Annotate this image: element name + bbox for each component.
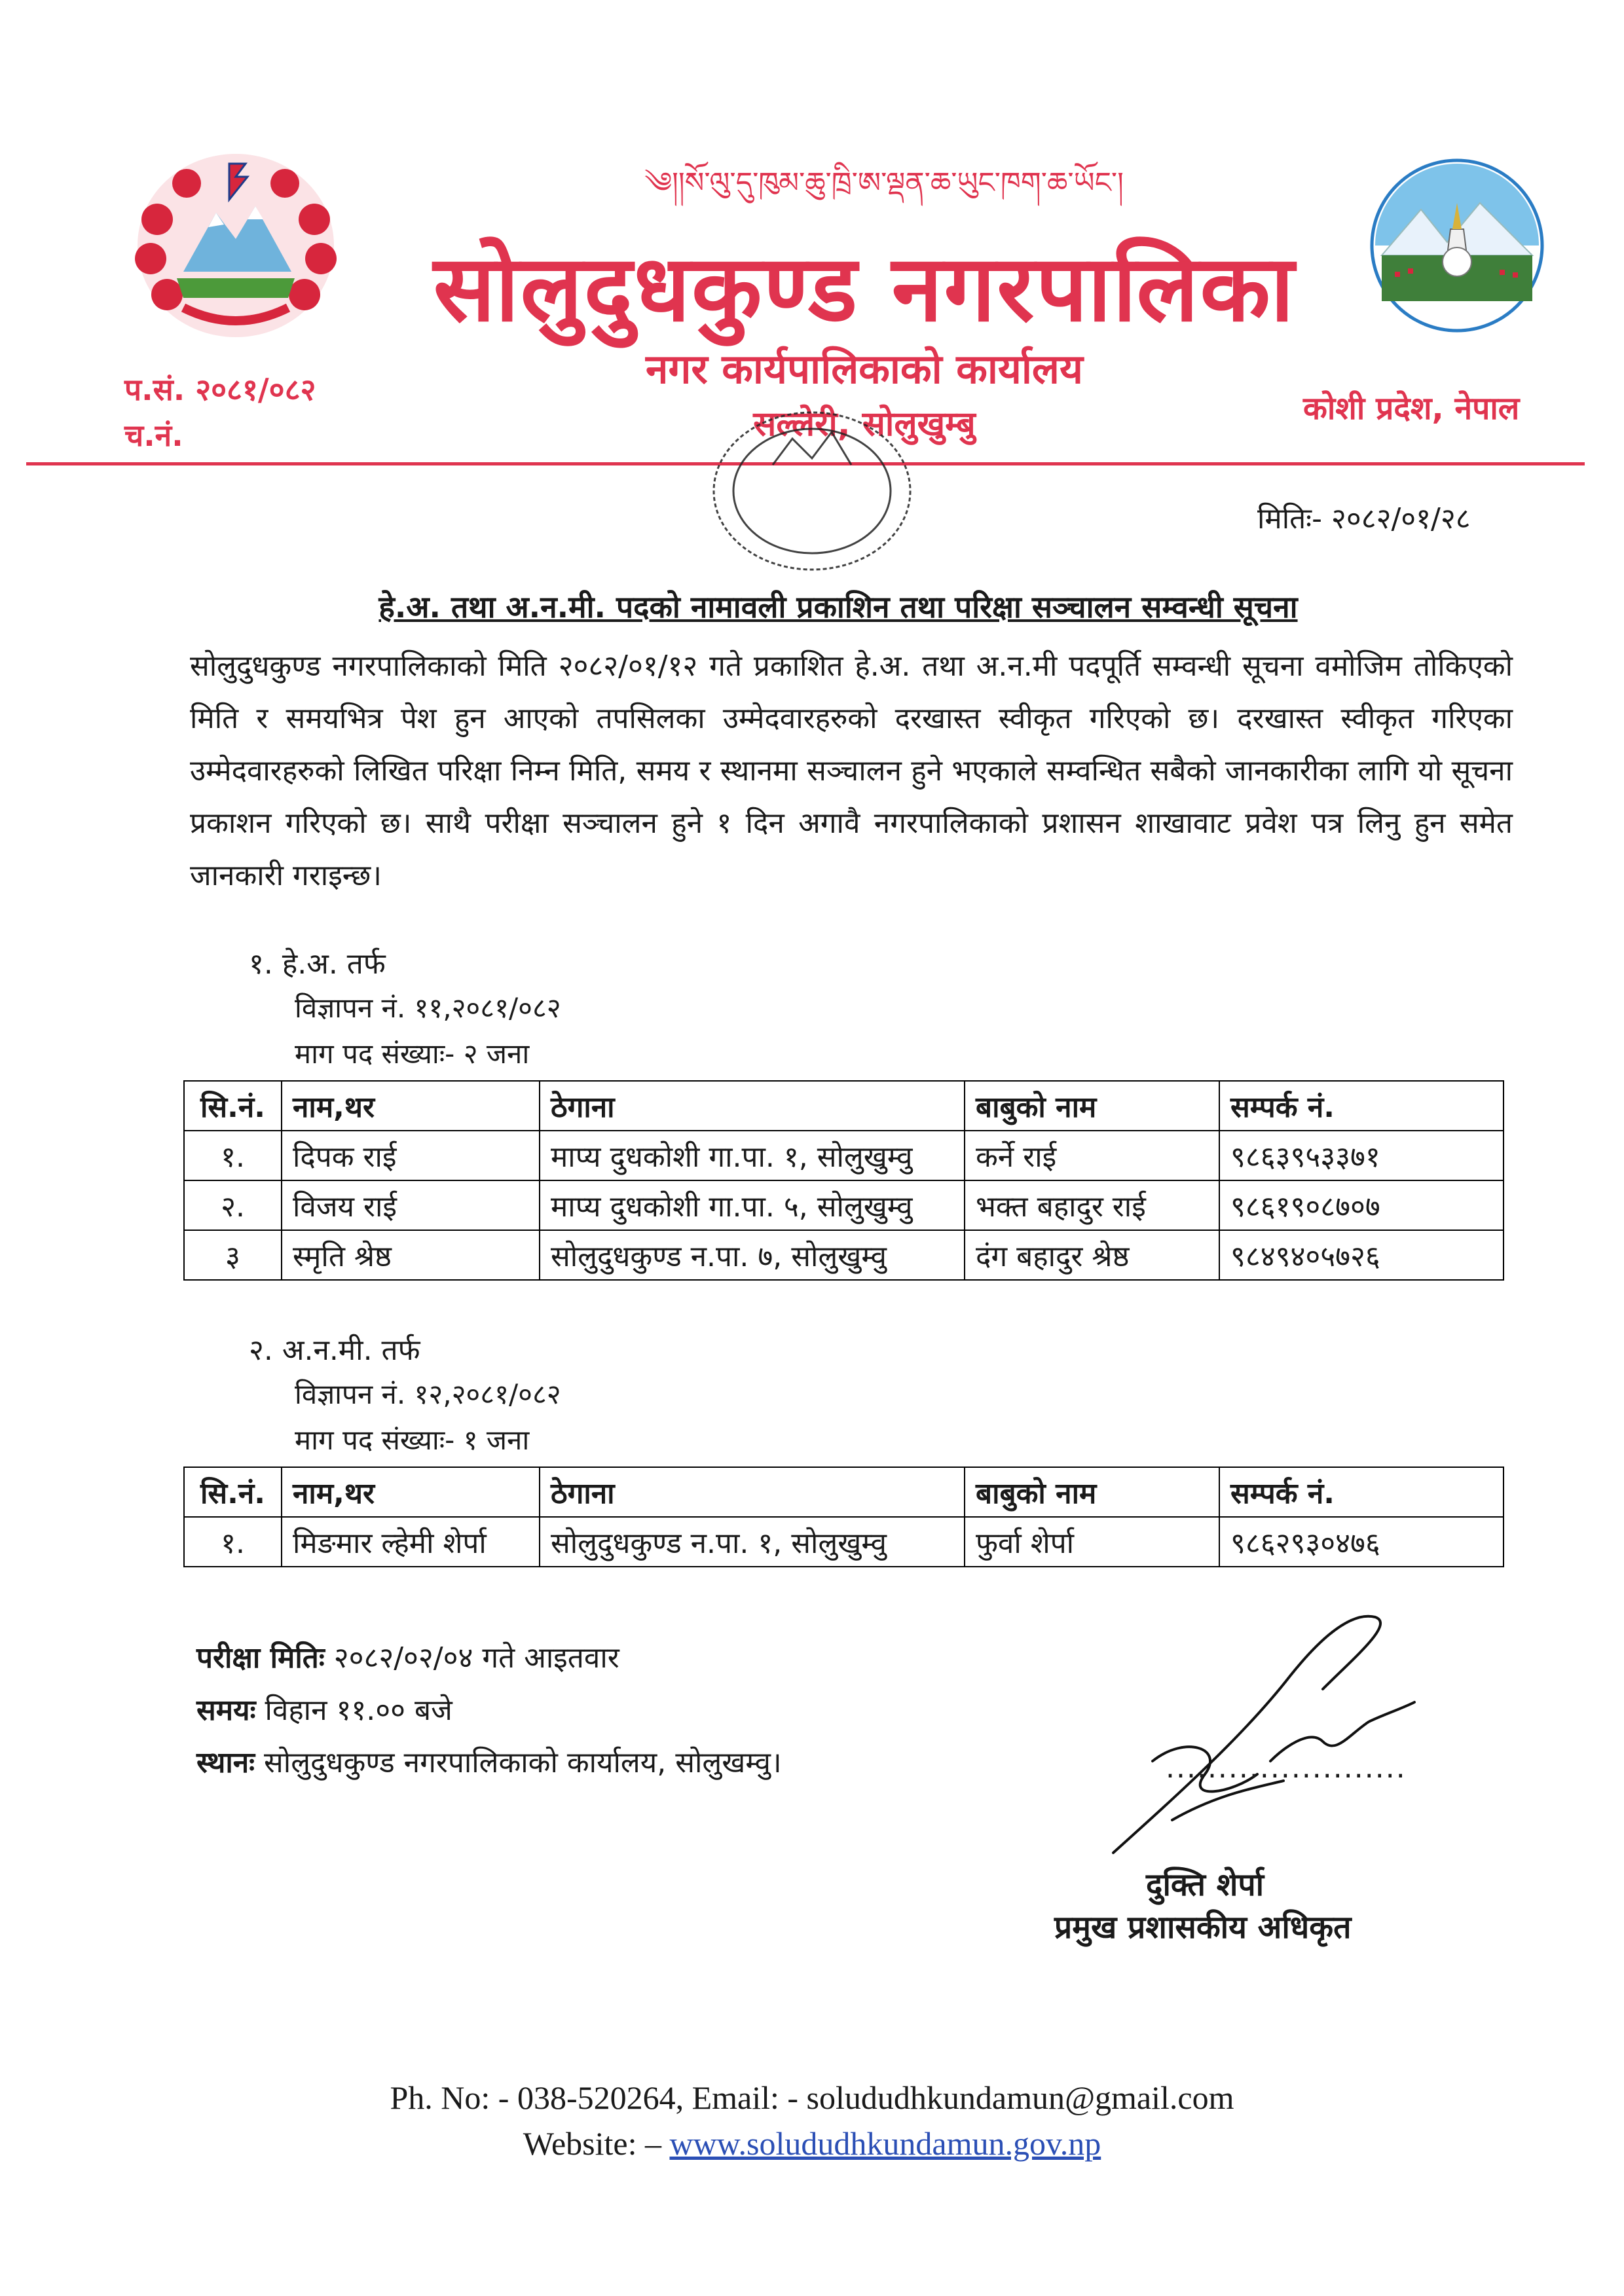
tibetan-motto: ༄།།སོ་ལུ་དུ་ཁུམ་ཆུ་ཁྲི་ཨ་ལྡན་ཆ་ཡུང་ཁག་ཆ་ཡོང་། [644,166,1124,200]
candidate-table [183,1080,1504,1281]
section-heading: २. अ.न.मी. तर्फ [249,1334,420,1367]
column-header: नाम,थर [282,1467,540,1517]
table-cell: भक्त बहादुर राई [965,1180,1219,1230]
office-stamp [681,393,943,596]
candidate-table [183,1467,1504,1567]
table-cell: सोलुदुधकुण्ड न.पा. १, सोलुखुम्वु [540,1517,965,1567]
column-header: सम्पर्क नं. [1219,1467,1504,1517]
footer-website [196,2124,1428,2162]
table-cell: ९८६१९०८७०७ [1219,1180,1504,1230]
table-cell: ९८६२९३०४७६ [1219,1517,1504,1567]
notice-title: हे.अ. तथा अ.न.मी. पदको नामावली प्रकाशिन तथा परिक्षा सञ्चालन सम्वन्धी सूचना [378,589,1298,625]
table-header-row [184,1081,1504,1131]
notice-date: मितिः- २०८२/०१/२८ [1257,502,1471,536]
table-cell: २. [184,1180,282,1230]
website-label: Website: – [523,2125,670,2162]
exam-time-label: समयः [196,1694,256,1727]
exam-date [196,1637,619,1676]
table-row [184,1230,1504,1280]
office-subtitle: नगर कार्यपालिकाको कार्यालय [646,345,1083,393]
reference-number: प.सं. २०८१/०८२ [124,372,316,407]
office-name: सोलुदुधकुण्ड नगरपालिका [433,236,1296,342]
table-cell: फुर्वा शेर्पा [965,1517,1219,1567]
column-header: ठेगाना [540,1467,965,1517]
table-cell: १. [184,1131,282,1180]
table-cell: ९८६३९५३३७१ [1219,1131,1504,1180]
column-header: सि.नं. [184,1467,282,1517]
table-cell: दंग बहादुर श्रेष्ठ [965,1230,1219,1280]
table-cell: स्मृति श्रेष्ठ [282,1230,540,1280]
exam-time [196,1689,452,1728]
table-row [184,1131,1504,1180]
exam-place [196,1741,782,1781]
signatory-name: दुक्ति शेर्पा [1146,1867,1264,1903]
dispatch-number: च.नं. [124,418,183,453]
table-cell: ९८४९४०५७२६ [1219,1230,1504,1280]
table-cell: दिपक राई [282,1131,540,1180]
post-count: माग पद संख्याः- २ जना [295,1038,530,1070]
exam-time-value: विहान ११.०० बजे [255,1694,452,1727]
website-link[interactable]: www.solududhkundamun.gov.np [669,2125,1101,2162]
table-header-row [184,1467,1504,1517]
office-address: सल्लेरी, सोलुखुम्बु [753,405,976,444]
column-header: बाबुको नाम [965,1467,1219,1517]
table-cell: विजय राई [282,1180,540,1230]
signatory-title: प्रमुख प्रशासकीय अधिकृत [1054,1909,1352,1946]
column-header: नाम,थर [282,1081,540,1131]
advert-number: विज्ञापन नं. १२,२०८१/०८२ [295,1378,561,1410]
column-header: बाबुको नाम [965,1081,1219,1131]
table-cell: माप्य दुधकोशी गा.पा. १, सोलुखुम्वु [540,1131,965,1180]
table-row [184,1180,1504,1230]
signature-line: ....................... [1166,1751,1407,1785]
municipality-logo [1369,157,1545,334]
advert-number: विज्ञापन नं. ११,२०८१/०८२ [295,992,561,1024]
table-row [184,1517,1504,1567]
post-count: माग पद संख्याः- १ जना [295,1424,530,1456]
table-cell: माप्य दुधकोशी गा.पा. ५, सोलुखुम्वु [540,1180,965,1230]
column-header: ठेगाना [540,1081,965,1131]
table-cell: १. [184,1517,282,1567]
section-heading: १. हे.अ. तर्फ [249,947,386,981]
notice-body: सोलुदुधकुण्ड नगरपालिकाको मिति २०८२/०१/१२ गते प्रकाशित हे.अ. तथा अ.न.मी पदपूर्ति सम्वन्धी सूचना वमोजिम तोकिएको मिति र समयभित्र पेश हुन आएको तपसिलका उम्मेदवारहरुको दरखास्त स्वीकृत गरिएको छ। दरखास्त स्वीकृत गरिएका उम्मेदवारहरुको लिखित परिक्षा निम्न मिति, समय र स्थानमा सञ्चालन हुने भएकाले सम्वन्धित सबैको जानकारीका लागि यो सूचना प्रकाशन गरिएको छ। साथै परीक्षा सञ्चालन हुने १ दिन अगावै नगरपालिकाको प्रशासन शाखावाट प्रवेश पत्र लिनु हुन समेत जानकारी गराइन्छ। [190,649,1513,892]
exam-place-label: स्थानः [196,1746,255,1779]
table-cell: कर्ने राई [965,1131,1219,1180]
province-label: कोशी प्रदेश, नेपाल [1303,390,1520,427]
table-cell: सोलुदुधकुण्ड न.पा. ७, सोलुखुम्वु [540,1230,965,1280]
exam-date-label: परीक्षा मितिः [196,1641,325,1675]
column-header: सि.नं. [184,1081,282,1131]
table-cell: ३ [184,1230,282,1280]
table-cell: मिङमार ल्हेमी शेर्पा [282,1517,540,1567]
nepal-emblem-logo [131,147,341,344]
footer-contact: Ph. No: - 038-520264, Email: - solududhkundamun@gmail.com [390,2079,1234,2116]
exam-place-value: सोलुदुधकुण्ड नगरपालिकाको कार्यालय, सोलुखम्वु। [255,1746,782,1779]
handwritten-signature [1074,1597,1441,1872]
column-header: सम्पर्क नं. [1219,1081,1504,1131]
exam-date-value: २०८२/०२/०४ गते आइतवार [324,1641,619,1675]
reference-block [124,367,316,458]
